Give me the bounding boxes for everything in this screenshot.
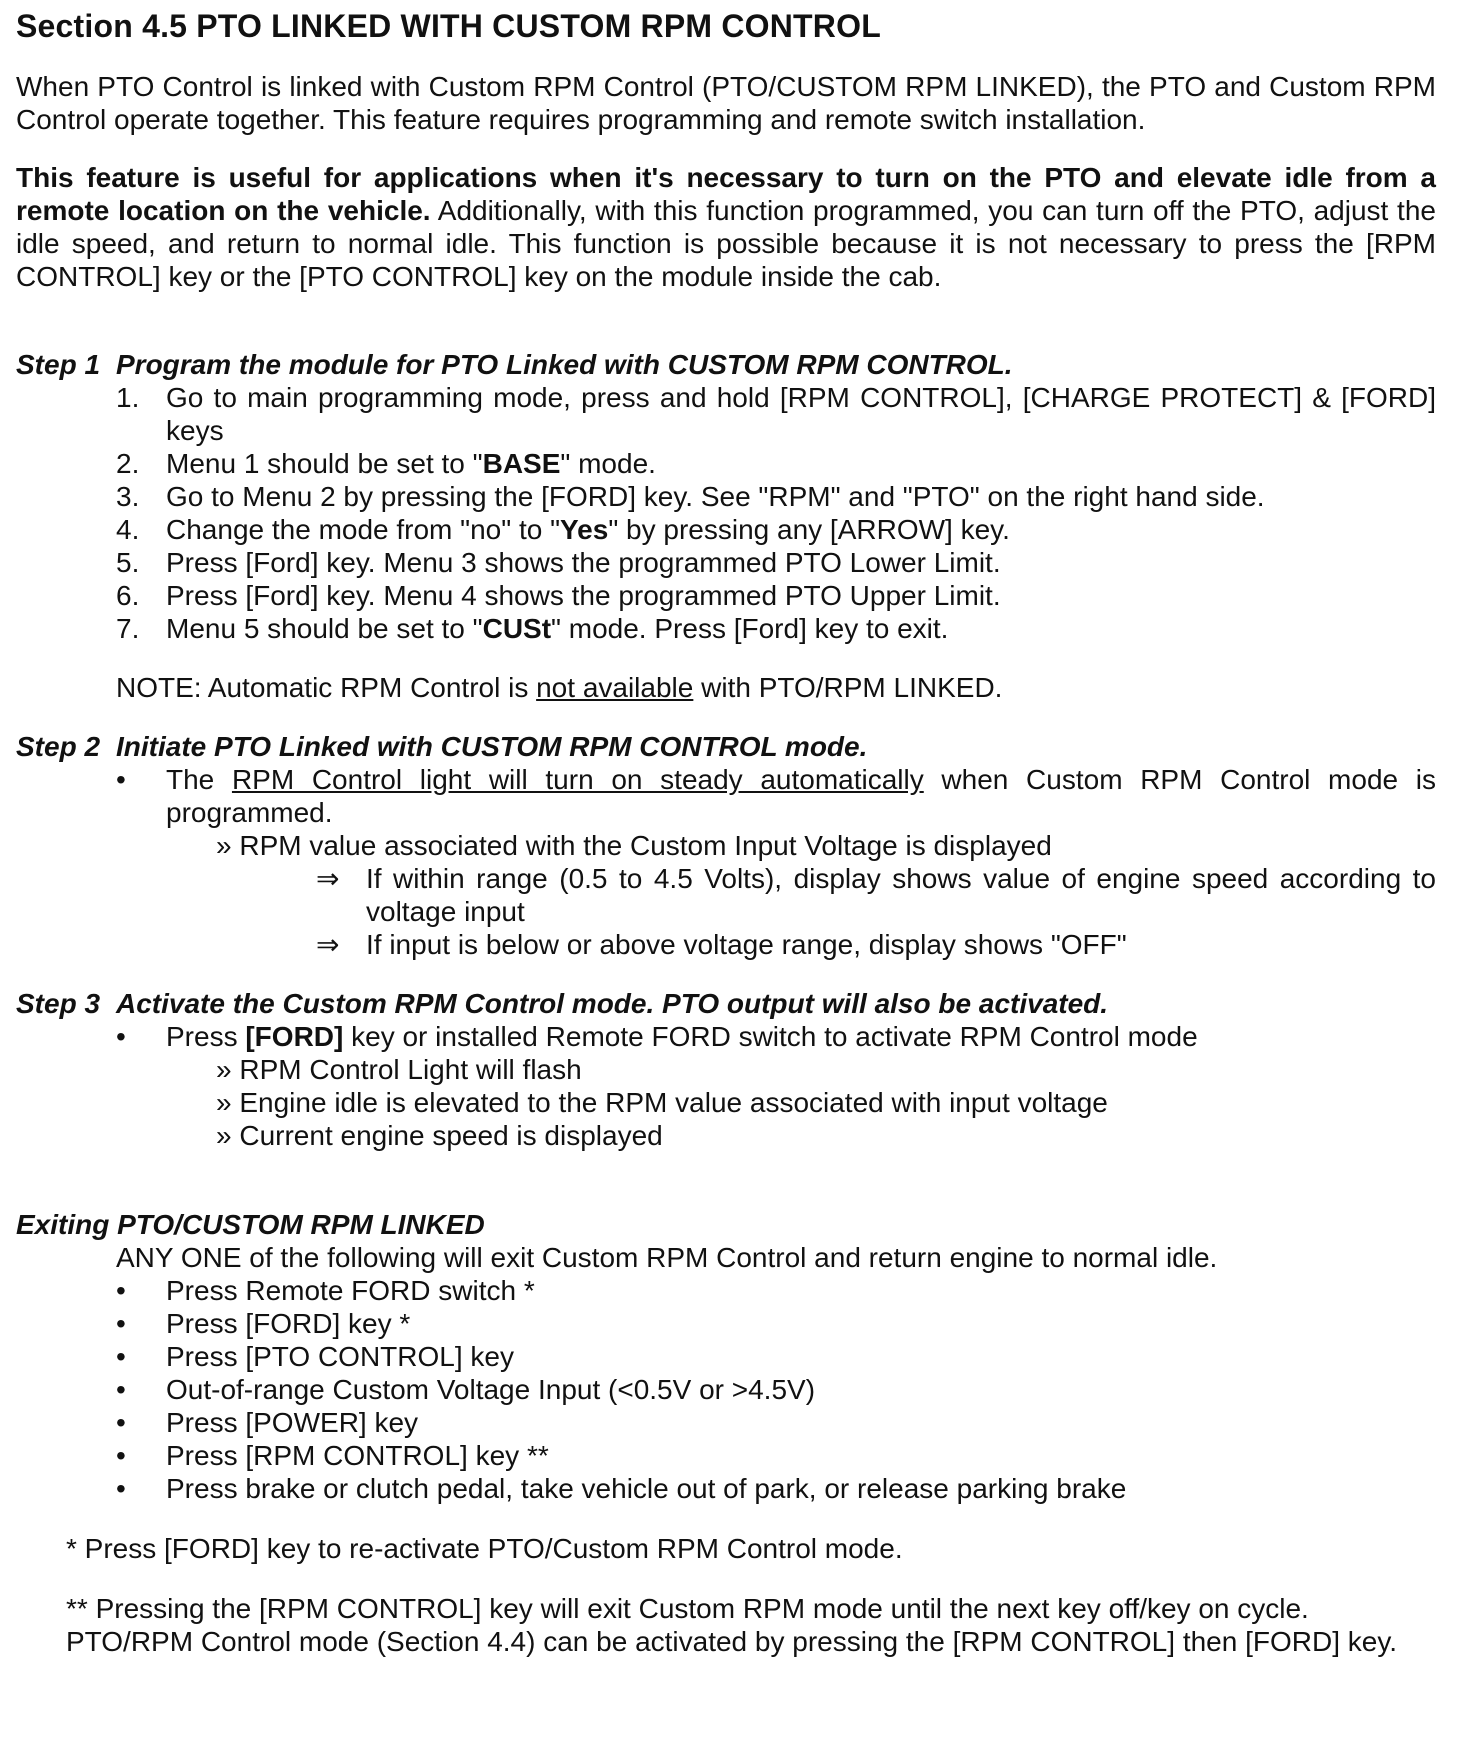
exit-heading: Exiting PTO/CUSTOM RPM LINKED [16,1209,485,1240]
step3-title: Activate the Custom RPM Control mode. PTO output will also be activated. [116,988,1109,1019]
intro-paragraph: When PTO Control is linked with Custom RPM Control (PTO/CUSTOM RPM LINKED), the PTO and Custom RPM Control operate together. This feature requires programming and remote switch installation. [16,71,1436,135]
bullet-icon: • [116,1407,126,1438]
step1-section [16,348,1436,704]
list-item: 7. Menu 5 should be set to "CUSt" mode. Press [Ford] key to exit. [116,613,949,644]
list-item: 1. Go to main programming mode, press and hold [RPM CONTROL], [CHARGE PROTECT] & [FORD] keys [116,382,1436,446]
bullet-icon: • [116,1341,126,1372]
list-item: 3. Go to Menu 2 by pressing the [FORD] key. See "RPM" and "PTO" on the right hand side. [116,481,1265,512]
step1-title: Program the module for PTO Linked with CUSTOM RPM CONTROL. [116,349,1013,380]
footnote-single-star: * Press [FORD] key to re-activate PTO/Custom RPM Control mode. [66,1533,903,1564]
arrow-icon: ⇒ [316,863,340,894]
step3-heading [16,987,1436,1020]
bullet-icon: • [116,1374,126,1405]
bullet-icon: • [116,1021,126,1052]
step3-bullet: • Press [FORD] key or installed Remote FORD switch to activate RPM Control mode [116,1021,1198,1052]
step1-list [16,381,1436,645]
step2-arrow-item: ⇒ If input is below or above voltage range, display shows "OFF" [316,929,1127,960]
arrow-icon: ⇒ [316,929,340,960]
step2-title: Initiate PTO Linked with CUSTOM RPM CONTROL mode. [116,731,868,762]
step2-heading [16,730,1436,763]
exit-section [16,1208,1436,1658]
footnote-double-star-cont: PTO/RPM Control mode (Section 4.4) can be activated by pressing the [RPM CONTROL] then [FORD] key. [66,1626,1398,1657]
exit-item: • Out-of-range Custom Voltage Input (<0.5V or >4.5V) [116,1374,816,1405]
feature-paragraph [16,161,1436,293]
step1-note: NOTE: Automatic RPM Control is not available with PTO/RPM LINKED. [116,672,1003,703]
document-page [16,4,1436,1658]
step2-label: Step 2 [16,731,101,762]
step1-label: Step 1 [16,349,101,380]
list-item: 4. Change the mode from "no" to "Yes" by pressing any [ARROW] key. [116,514,1010,545]
exit-item: • Press brake or clutch pedal, take vehicle out of park, or release parking brake [116,1473,1127,1504]
exit-item: • Press [FORD] key * [116,1308,411,1339]
feature-bold-text: This feature is useful for applications when it's necessary to turn on the PTO and elevate idle from a remote location on the vehicle. [16,162,1436,226]
exit-item: • Press Remote FORD switch * [116,1275,535,1306]
step2-sub-item: » RPM value associated with the Custom Input Voltage is displayed [216,830,1052,861]
bullet-icon: • [116,1275,126,1306]
step3-section [16,987,1436,1152]
step2-arrow-item: ⇒ If within range (0.5 to 4.5 Volts), display shows value of engine speed according to voltage input [316,863,1436,927]
bullet-icon: • [116,1473,126,1504]
list-item: 2. Menu 1 should be set to "BASE" mode. [116,448,656,479]
exit-item: • Press [RPM CONTROL] key ** [116,1440,549,1471]
feature-rest-text: Additionally, with this function programmed, you can turn off the PTO, adjust the idle speed, and return to normal idle. This function is possible because it is not necessary to press the [RPM CONTROL] key or the [PTO CONTROL] key on the module inside the cab. [16,195,1436,292]
step3-label: Step 3 [16,988,101,1019]
exit-item: • Press [POWER] key [116,1407,419,1438]
step1-heading [16,348,1436,381]
step3-sub-item: » Engine idle is elevated to the RPM value associated with input voltage [216,1087,1108,1118]
step3-sub-item: » Current engine speed is displayed [216,1120,663,1151]
exit-lead: ANY ONE of the following will exit Custom RPM Control and return engine to normal idle. [116,1242,1218,1273]
footnote-double-star: ** Pressing the [RPM CONTROL] key will exit Custom RPM mode until the next key off/key on cycle. [66,1593,1309,1624]
bullet-icon: • [116,1440,126,1471]
step2-bullet: • The RPM Control light will turn on steady automatically when Custom RPM Control mode is programmed. [116,764,1437,828]
list-item: 6. Press [Ford] key. Menu 4 shows the programmed PTO Upper Limit. [116,580,1001,611]
list-item: 5. Press [Ford] key. Menu 3 shows the programmed PTO Lower Limit. [116,547,1001,578]
bullet-icon: • [116,764,126,795]
bullet-icon: • [116,1308,126,1339]
section-title: Section 4.5 PTO LINKED WITH CUSTOM RPM CONTROL [16,8,881,44]
step2-section [16,730,1436,961]
step3-sub-item: » RPM Control Light will flash [216,1054,582,1085]
exit-item: • Press [PTO CONTROL] key [116,1341,514,1372]
